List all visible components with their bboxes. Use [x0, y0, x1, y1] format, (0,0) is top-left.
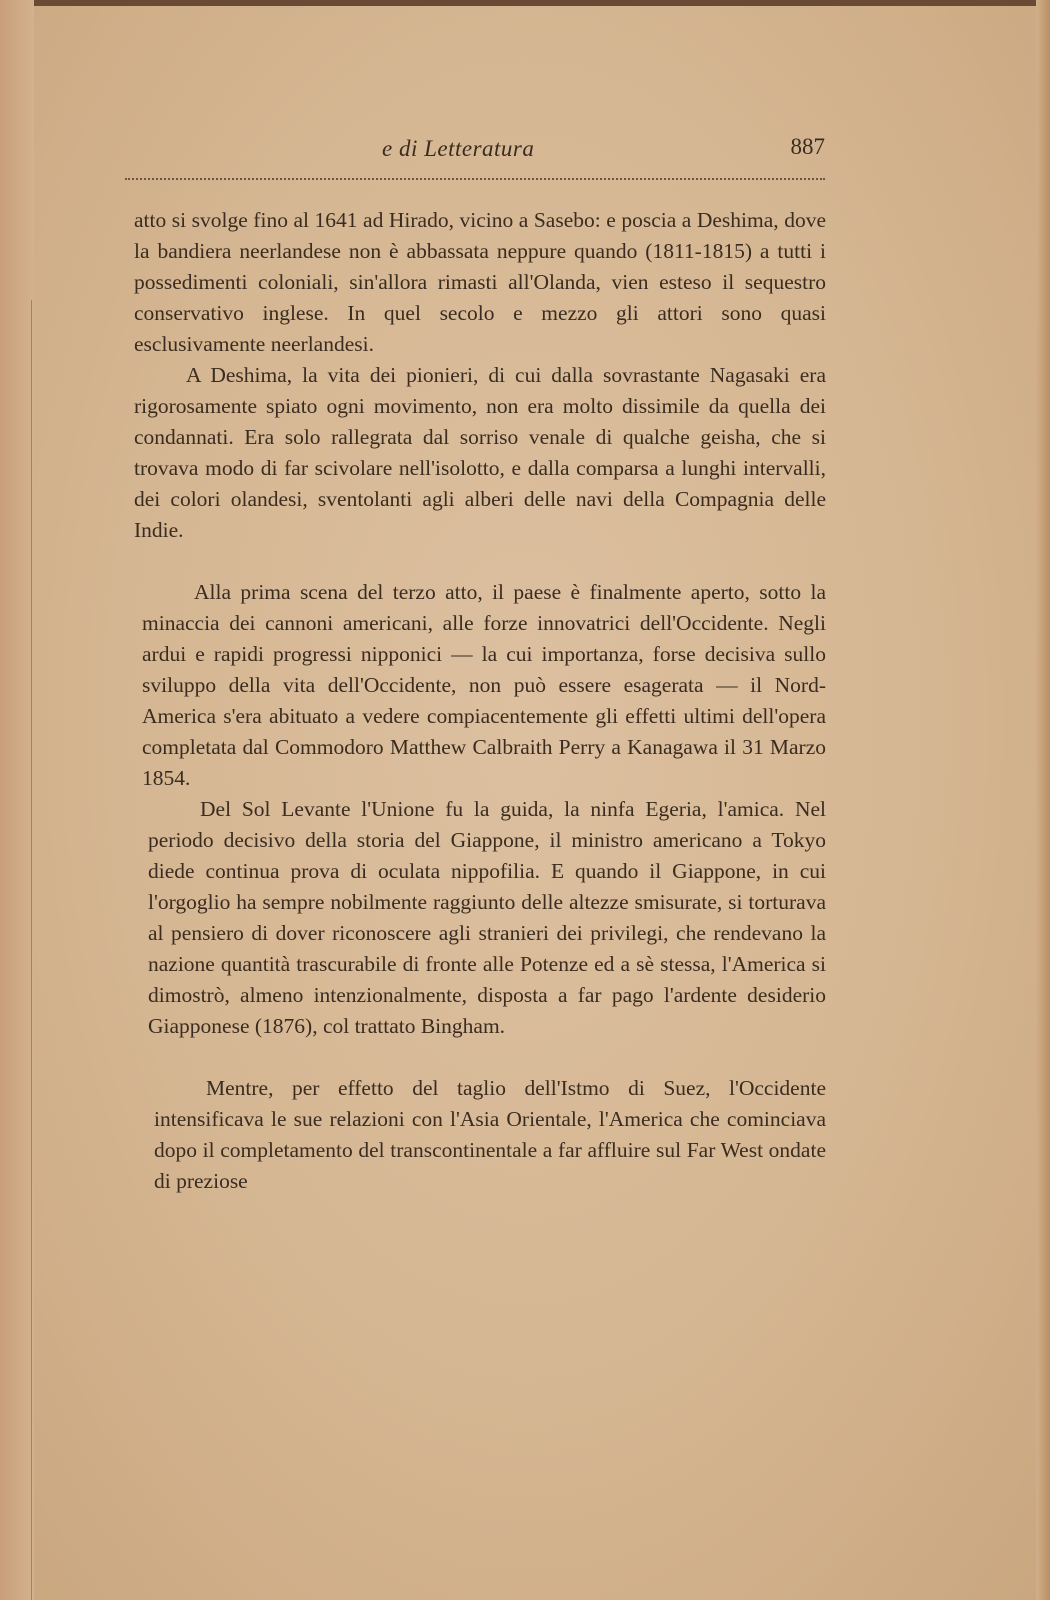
page-header	[120, 132, 825, 168]
top-edge-strip	[0, 0, 1050, 6]
paragraph: atto si svolge fino al 1641 ad Hirado, vicino a Sasebo: e poscia a Deshima, dove la bandiera neerlandese non è abbassata neppure quando (1811-1815) a tutti i possedimenti coloniali, sin'allora rimasti all'Olanda, vien esteso il sequestro conservativo inglese. In quel secolo e mezzo gli attori sono quasi esclusivamente neerlandesi.	[134, 208, 826, 356]
left-page-edge	[0, 0, 34, 1600]
paragraph: Del Sol Levante l'Unione fu la guida, la ninfa Egeria, l'amica. Nel periodo decisivo della storia del Giappone, il ministro americano a Tokyo diede continua prova di oculata nippofilia. E quando il Giappone, in cui l'orgoglio ha sempre nobilmente raggiunto delle altezze smisurate, si torturava al pensiero di dover riconoscere agli stranieri dei privilegi, che rendevano la nazione quantità trascurabile di fronte alle Potenze ed a sè stessa, l'America si dimostrò, almeno intenzionalmente, disposta a far pago l'ardente desiderio Giapponese (1876), col trattato Bingham.	[148, 797, 826, 1038]
header-divider	[125, 178, 825, 180]
page-number: 887	[790, 134, 825, 159]
binding-line	[31, 300, 32, 1600]
paragraph: Mentre, per effetto del taglio dell'Istmo di Suez, l'Occidente intensificava le sue relazioni con l'Asia Orientale, l'America che cominciava dopo il completamento del transcontinentale a far affluire sul Far West ondate di preziose	[154, 1076, 826, 1193]
paragraph: Alla prima scena del terzo atto, il paese è finalmente aperto, sotto la minaccia dei cannoni americani, alle forze innovatrici dell'Occidente. Negli ardui e rapidi progressi nipponici — la cui importanza, forse decisiva sullo sviluppo della vita dell'Occidente, non può essere esagerata — il Nord-America s'era abituato a vedere compiacentemente gli effetti ultimi dell'opera completata dal Commodoro Matthew Calbraith Perry a Kanagawa il 31 Marzo 1854.	[142, 580, 826, 790]
right-page-edge	[1036, 0, 1050, 1600]
paragraph: A Deshima, la vita dei pionieri, di cui dalla sovrastante Nagasaki era rigorosamente spiato ogni movimento, non era molto dissimile da quella dei condannati. Era solo rallegrata dal sorriso venale di qualche geisha, che si trovava modo di far scivolare nell'isolotto, e dalla comparsa a lunghi intervalli, dei colori olandesi, sventolanti agli alberi delle navi della Compagnia delle Indie.	[134, 363, 826, 542]
running-title: e di Letteratura	[382, 136, 535, 161]
body-text	[134, 205, 826, 1197]
